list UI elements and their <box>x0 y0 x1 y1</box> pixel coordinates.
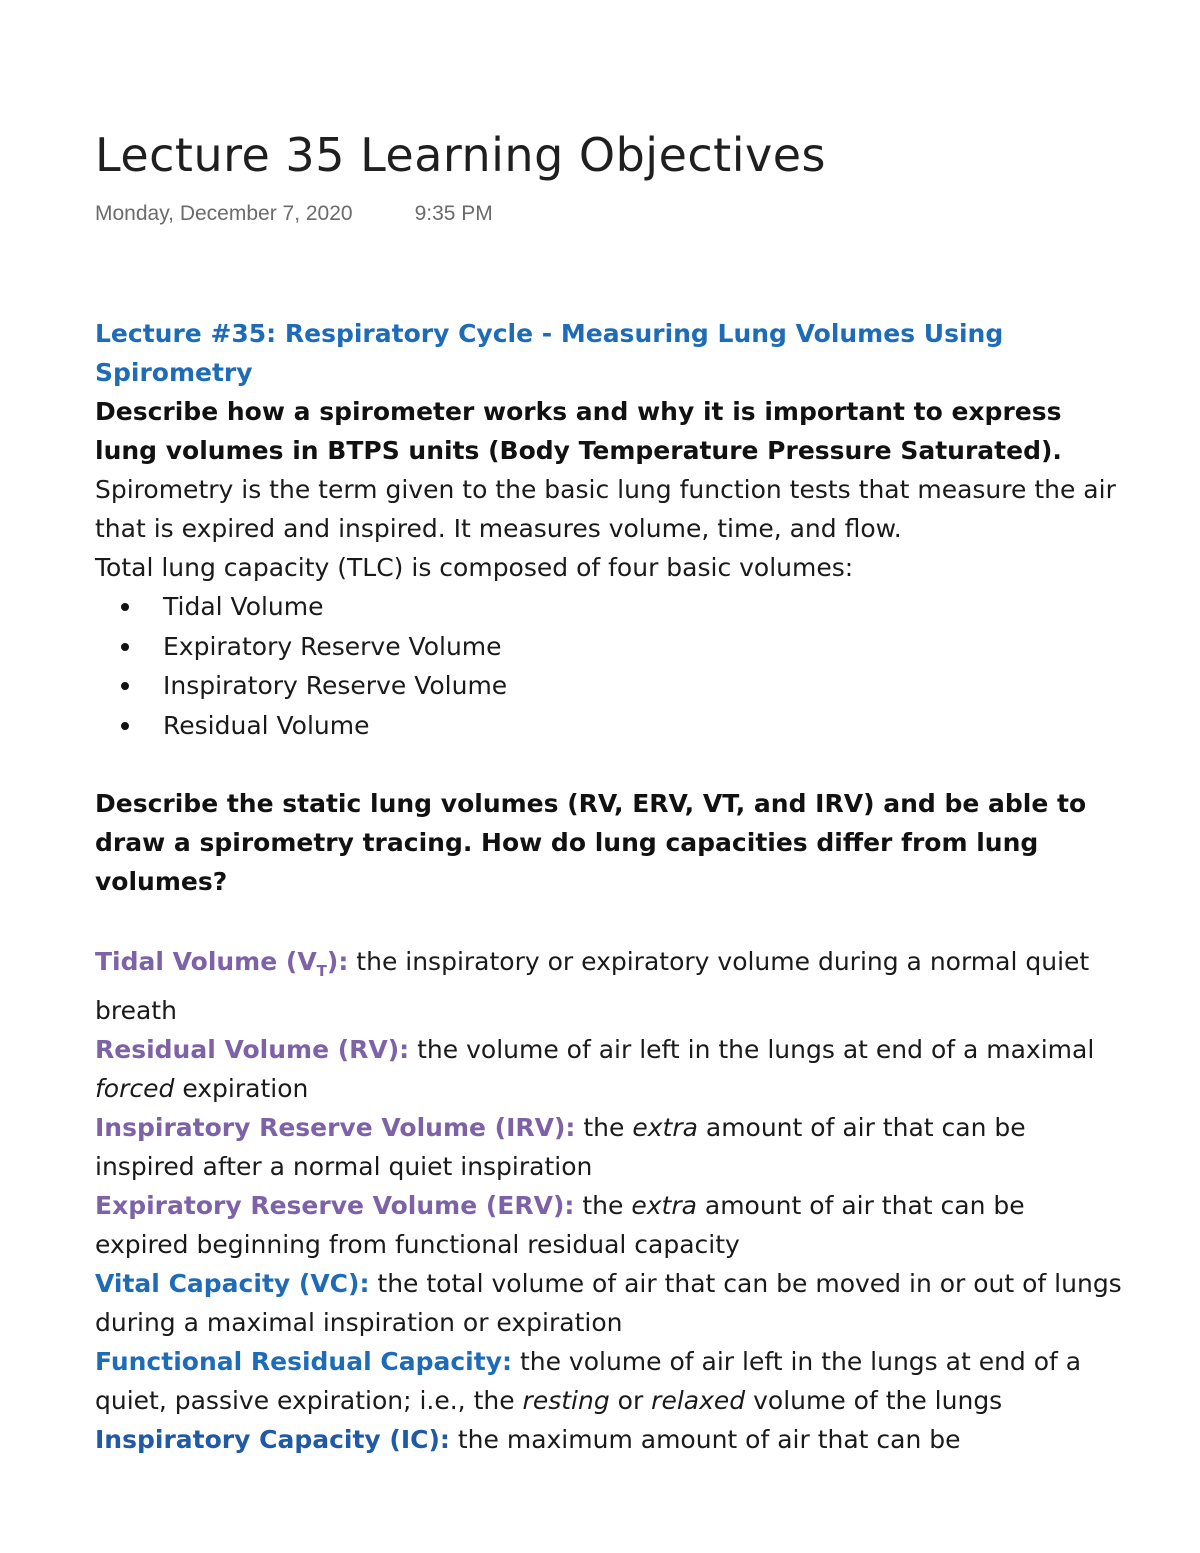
definition-residual-volume: Residual Volume (RV): the volume of air left in the lungs at end of a maximal forced expiration <box>95 1035 1095 1103</box>
note-date: Monday, December 7, 2020 <box>95 202 353 225</box>
definition-text: the total volume of air that can be moved in or out of lungs during a maximal inspiration or expiration <box>95 1269 1122 1337</box>
definition-inspiratory-capacity <box>95 1420 1125 1459</box>
volumes-list <box>95 587 1125 745</box>
definition-text: the maximum amount of air that can be <box>449 1425 961 1454</box>
definition-vital-capacity <box>95 1264 1125 1342</box>
definition-text: the inspiratory or expiratory volume during a normal quiet breath <box>95 947 1090 1025</box>
tlc-paragraph: Total lung capacity (TLC) is composed of four basic volumes: <box>95 553 854 582</box>
list-item: Expiratory Reserve Volume <box>95 627 1125 667</box>
definition-term: Vital Capacity (VC): <box>95 1269 370 1298</box>
note-time: 9:35 PM <box>414 202 493 225</box>
definition-term: Inspiratory Capacity (IC): <box>95 1425 450 1454</box>
definition-irv: Inspiratory Reserve Volume (IRV): the extra amount of air that can be inspired after a normal quiet inspiration <box>95 1113 1026 1181</box>
list-item: Residual Volume <box>95 706 1125 746</box>
definition-term: Residual Volume (RV): <box>95 1035 410 1064</box>
note-timestamp <box>95 202 493 226</box>
note-content <box>95 314 1125 1459</box>
list-item: Tidal Volume <box>95 587 1125 627</box>
definition-term: Tidal Volume $(V_T)$: <box>95 947 349 980</box>
objective-question-1: Describe how a spirometer works and why it is important to express lung volumes in BTPS units (Body Temperature Pressure Saturated). <box>95 397 1062 465</box>
definition-term: Functional Residual Capacity: <box>95 1347 512 1376</box>
lecture-heading: Lecture #35: Respiratory Cycle - Measuring Lung Volumes Using Spirometry <box>95 319 1004 387</box>
definition-tidal-volume <box>95 942 1125 1030</box>
list-item: Inspiratory Reserve Volume <box>95 666 1125 706</box>
definition-frc: Functional Residual Capacity: the volume of air left in the lungs at end of a quiet, passive expiration; i.e., the resting or relaxed volume of the lungs <box>95 1347 1082 1415</box>
objective-question-2: Describe the static lung volumes (RV, ERV, VT, and IRV) and be able to draw a spirometry tracing. How do lung capacities differ from lung volumes? <box>95 789 1087 896</box>
page-title: Lecture 35 Learning Objectives <box>95 128 826 182</box>
definition-erv: Expiratory Reserve Volume (ERV): the extra amount of air that can be expired beginning from functional residual capacity <box>95 1191 1025 1259</box>
definition-term: Inspiratory Reserve Volume (IRV): <box>95 1113 576 1142</box>
definition-term: Expiratory Reserve Volume (ERV): <box>95 1191 575 1220</box>
spirometry-paragraph: Spirometry is the term given to the basic lung function tests that measure the air that is expired and inspired. It measures volume, time, and flow. <box>95 475 1116 543</box>
